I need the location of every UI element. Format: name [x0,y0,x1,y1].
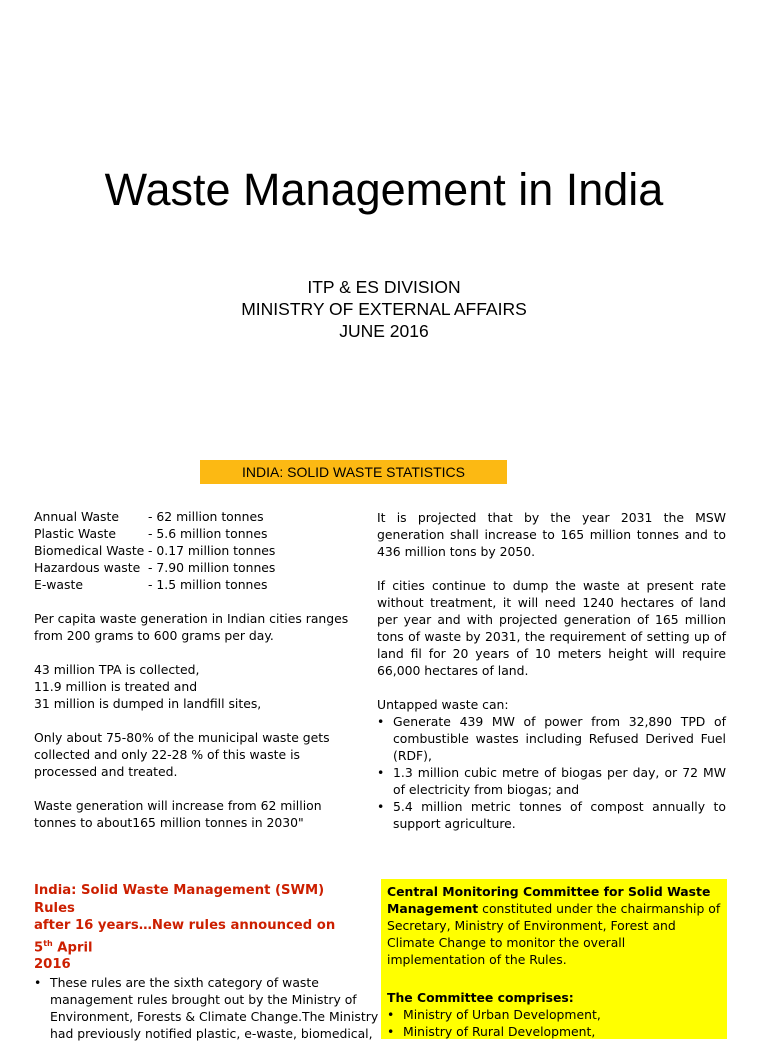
text-line: Waste generation will increase from 62 million [34,798,322,813]
landfill-paragraph: If cities continue to dump the waste at present rate without treatment, it will need 1240 hectares of land per year and with projected generation of 165 million tons of waste by 2031, the requirement of setting up of land fil for 20 years of 10 meters height will require 66,000 hectares of land. [377,578,726,678]
stat-value: - 7.90 million tonnes [148,560,276,575]
untapped-list [377,713,726,832]
list-item: • Ministry of Rural Development, [387,1023,721,1040]
per-capita-paragraph [34,610,349,644]
subtitle-ministry: MINISTRY OF EXTERNAL AFFAIRS [241,299,527,319]
committee-description [381,879,727,968]
municipal-paragraph [34,729,344,780]
stat-value: - 1.5 million tonnes [148,577,268,592]
members-list [387,1006,721,1040]
collection-paragraph [34,661,344,712]
increase-paragraph [34,797,344,831]
committee-text: constituted under the chairmanship of Secretary, Ministry of Environment, Forest and Climate Change to monitor the overall implementation of the Rules. [387,901,721,967]
stat-row [34,576,344,593]
stat-value: - 0.17 million tonnes [148,543,276,558]
list-item [34,974,379,1042]
stat-label: Plastic Waste [34,526,117,541]
monitoring-committee-box [381,879,727,1039]
stat-label: Biomedical Waste [34,543,145,558]
list-item: • 5.4 million metric tonnes of compost annually to support agriculture. [377,798,726,832]
list-item: • Generate 439 MW of power from 32,890 TPD of combustible wastes including Refused Derived Fuel (RDF), [377,713,726,764]
stat-row [34,525,344,542]
text-line: 11.9 million is treated and [34,679,198,694]
text-line: management rules brought out by the Ministry of [50,991,357,1007]
text-line: Environment, Forests & Climate Change.The Ministry [50,1008,379,1024]
heading-line: India: Solid Waste Management (SWM) Rules [34,883,325,916]
swm-rules-section [34,882,379,1042]
text-line: collected and only 22-28 % of this waste is [34,747,300,762]
statistics-banner: INDIA: SOLID WASTE STATISTICS [200,460,507,484]
page-title: Waste Management in India [104,164,664,215]
text-line: • These rules are the sixth category of waste [50,974,319,990]
stat-label: Hazardous waste [34,560,141,575]
heading-line: 2016 [34,957,71,973]
list-item: • 1.3 million cubic metre of biogas per day, or 72 MW of electricity from biogas; and [377,764,726,798]
statistics-right-column [377,509,726,832]
untapped-heading: Untapped waste can: [377,697,509,712]
committee-title: Central Monitoring Committee for Solid Waste Management [387,884,711,916]
text-line: processed and treated. [34,764,178,779]
swm-rules-heading [34,882,344,974]
list-item: • Ministry of Urban Development, [387,1006,721,1023]
committee-members [381,985,727,1040]
text-line: had previously notified plastic, e-waste, biomedical, [50,1025,373,1041]
text-line: 43 million TPA is collected, [34,662,200,677]
text-line: Only about 75-80% of the municipal waste gets [34,730,330,745]
text-line: 31 million is dumped in landfill sites, [34,696,262,711]
stat-label: Annual Waste [34,509,119,524]
subtitle-division: ITP & ES DIVISION [307,277,461,297]
subtitle [0,276,768,342]
stat-row [34,559,344,576]
stat-value: - 62 million tonnes [148,509,264,524]
projection-paragraph: It is projected that by the year 2031 the MSW generation shall increase to 165 million tonnes and to 436 million tons by 2050. [377,510,726,559]
subtitle-date: JUNE 2016 [339,321,429,341]
ordinal-suffix: th [43,938,53,948]
heading-text: after 16 years…New rules announced on 5 [34,918,336,955]
stat-label: E-waste [34,577,83,592]
statistics-left-column [34,508,349,831]
stat-row [34,508,344,525]
heading-text: April [52,939,93,955]
swm-rules-list [34,974,379,1042]
text-line: Per capita waste generation in Indian cities ranges [34,611,349,626]
stat-value: - 5.6 million tonnes [148,526,268,541]
text-line: tonnes to about165 million tonnes in 2030" [34,815,304,830]
stat-row [34,542,344,559]
text-line: from 200 grams to 600 grams per day. [34,628,274,643]
members-heading: The Committee comprises: [387,990,574,1005]
heading-line [34,917,344,956]
